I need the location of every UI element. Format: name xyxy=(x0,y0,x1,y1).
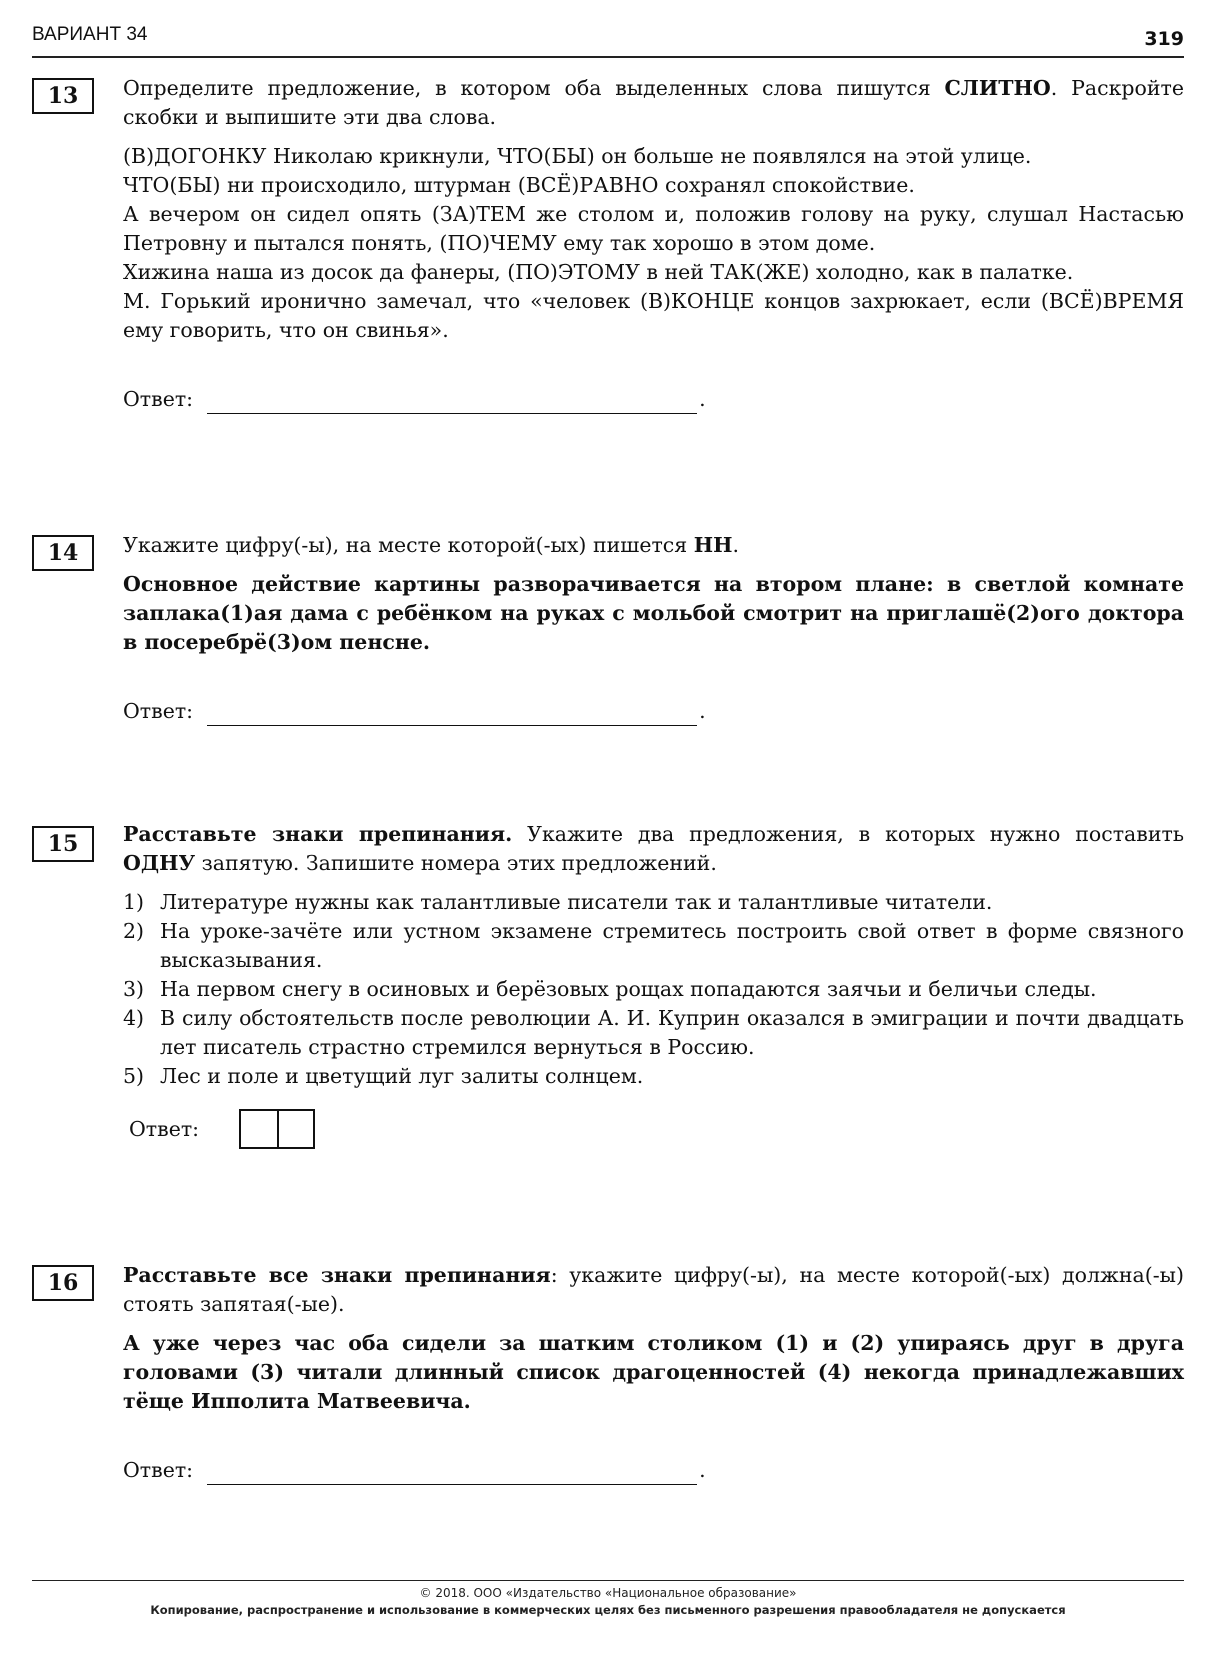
copyright: © 2018. ООО «Издательство «Национальное образование» xyxy=(419,1586,797,1600)
sentence-list xyxy=(123,888,1184,1091)
task-16 xyxy=(32,1261,1184,1485)
sentence-4: Хижина наша из досок да фанеры, (ПО)ЭТОМУ в ней ТАК(ЖЕ) холодно, как в палатке. xyxy=(123,260,1074,284)
task-number-box: 15 xyxy=(32,826,94,862)
task-number-box: 13 xyxy=(32,78,94,114)
page-number: 319 xyxy=(1144,28,1184,50)
answer-input-line[interactable] xyxy=(207,393,697,414)
list-item: 1) Литературе нужны как талантливые писатели так и талантливые читатели. xyxy=(123,890,993,914)
list-item: 5) Лес и поле и цветущий луг залиты солнцем. xyxy=(123,1064,644,1088)
task-prompt: Расставьте знаки препинания. Укажите два предложения, в которых нужно поставить ОДНУ запятую. Запишите номера этих предложений. xyxy=(123,822,1184,875)
task-number-box: 14 xyxy=(32,535,94,571)
sentence-5: М. Горький иронично замечал, что «человек (В)КОНЦЕ концов захрюкает, если (ВСЁ)ВРЕМЯ ему говорить, что он свинья». xyxy=(123,289,1184,342)
header-divider xyxy=(32,56,1184,58)
list-item: 2) На уроке-зачёте или устном экзамене стремитесь построить свой ответ в форме связного высказывания. xyxy=(123,919,1184,972)
answer-input-line[interactable] xyxy=(207,1464,697,1485)
task-number-box: 16 xyxy=(32,1265,94,1301)
copyright-notice: Копирование, распространение и использование в коммерческих целях без письменного разрешения правообладателя не допускается xyxy=(150,1603,1066,1617)
answer-label: Ответ: xyxy=(123,1458,194,1482)
answer-box-2[interactable] xyxy=(277,1111,313,1147)
sentence-1: (В)ДОГОНКУ Николаю крикнули, ЧТО(БЫ) он больше не появлялся на этой улице. xyxy=(123,144,1032,168)
variant-title: ВАРИАНТ 34 xyxy=(32,24,148,45)
task-text: Основное действие картины разворачивается на втором плане: в светлой комнате заплака(1)ая дама с ребёнком на руках с мольбой смотрит на приглашё(2)ого доктора в посеребрё(3)ом пенсне. xyxy=(123,572,1184,654)
sentence-2: ЧТО(БЫ) ни происходило, штурман (ВСЁ)РАВНО сохранял спокойствие. xyxy=(123,173,915,197)
answer-label: Ответ: xyxy=(123,387,194,411)
sentence-3: А вечером он сидел опять (ЗА)ТЕМ же столом и, положив голову на руку, слушал Настасью Петровну и пытался понять, (ПО)ЧЕМУ ему так хорошо в этом доме. xyxy=(123,202,1184,255)
task-text: А уже через час оба сидели за шатким столиком (1) и (2) упираясь друг в друга головами (3) читали длинный список драгоценностей (4) некогда принадлежавших тёще Ипполита Матвеевича. xyxy=(123,1331,1184,1413)
answer-row: Ответ: . xyxy=(123,697,1184,726)
answer-label: Ответ: xyxy=(129,1116,200,1141)
task-15 xyxy=(32,820,1184,1149)
list-item: 3) На первом снегу в осиновых и берёзовых рощах попадаются заячьи и беличьи следы. xyxy=(123,977,1097,1001)
answer-input-line[interactable] xyxy=(207,705,697,726)
task-prompt: Определите предложение, в котором оба выделенных слова пишутся СЛИТНО. Раскройте скобки и выпишите эти два слова. xyxy=(123,76,1184,129)
answer-boxes xyxy=(239,1109,315,1149)
task-13 xyxy=(32,74,1184,414)
list-item: 4) В силу обстоятельств после революции А. И. Куприн оказался в эмиграции и почти двадцать лет писатель страстно стремился вернуться в Россию. xyxy=(123,1006,1184,1059)
task-prompt: Расставьте все знаки препинания: укажите цифру(-ы), на месте которой(-ых) должна(-ы) стоять запятая(-ые). xyxy=(123,1263,1184,1316)
answer-box-1[interactable] xyxy=(241,1111,277,1147)
task-prompt: Укажите цифру(-ы), на месте которой(-ых) пишется НН. xyxy=(123,533,740,557)
footer-divider xyxy=(32,1580,1184,1581)
task-14 xyxy=(32,531,1184,726)
answer-label: Ответ: xyxy=(123,699,194,723)
answer-row: Ответ: . xyxy=(123,1456,1184,1485)
answer-row: Ответ: . xyxy=(123,385,1184,414)
answer-row xyxy=(129,1109,1184,1149)
